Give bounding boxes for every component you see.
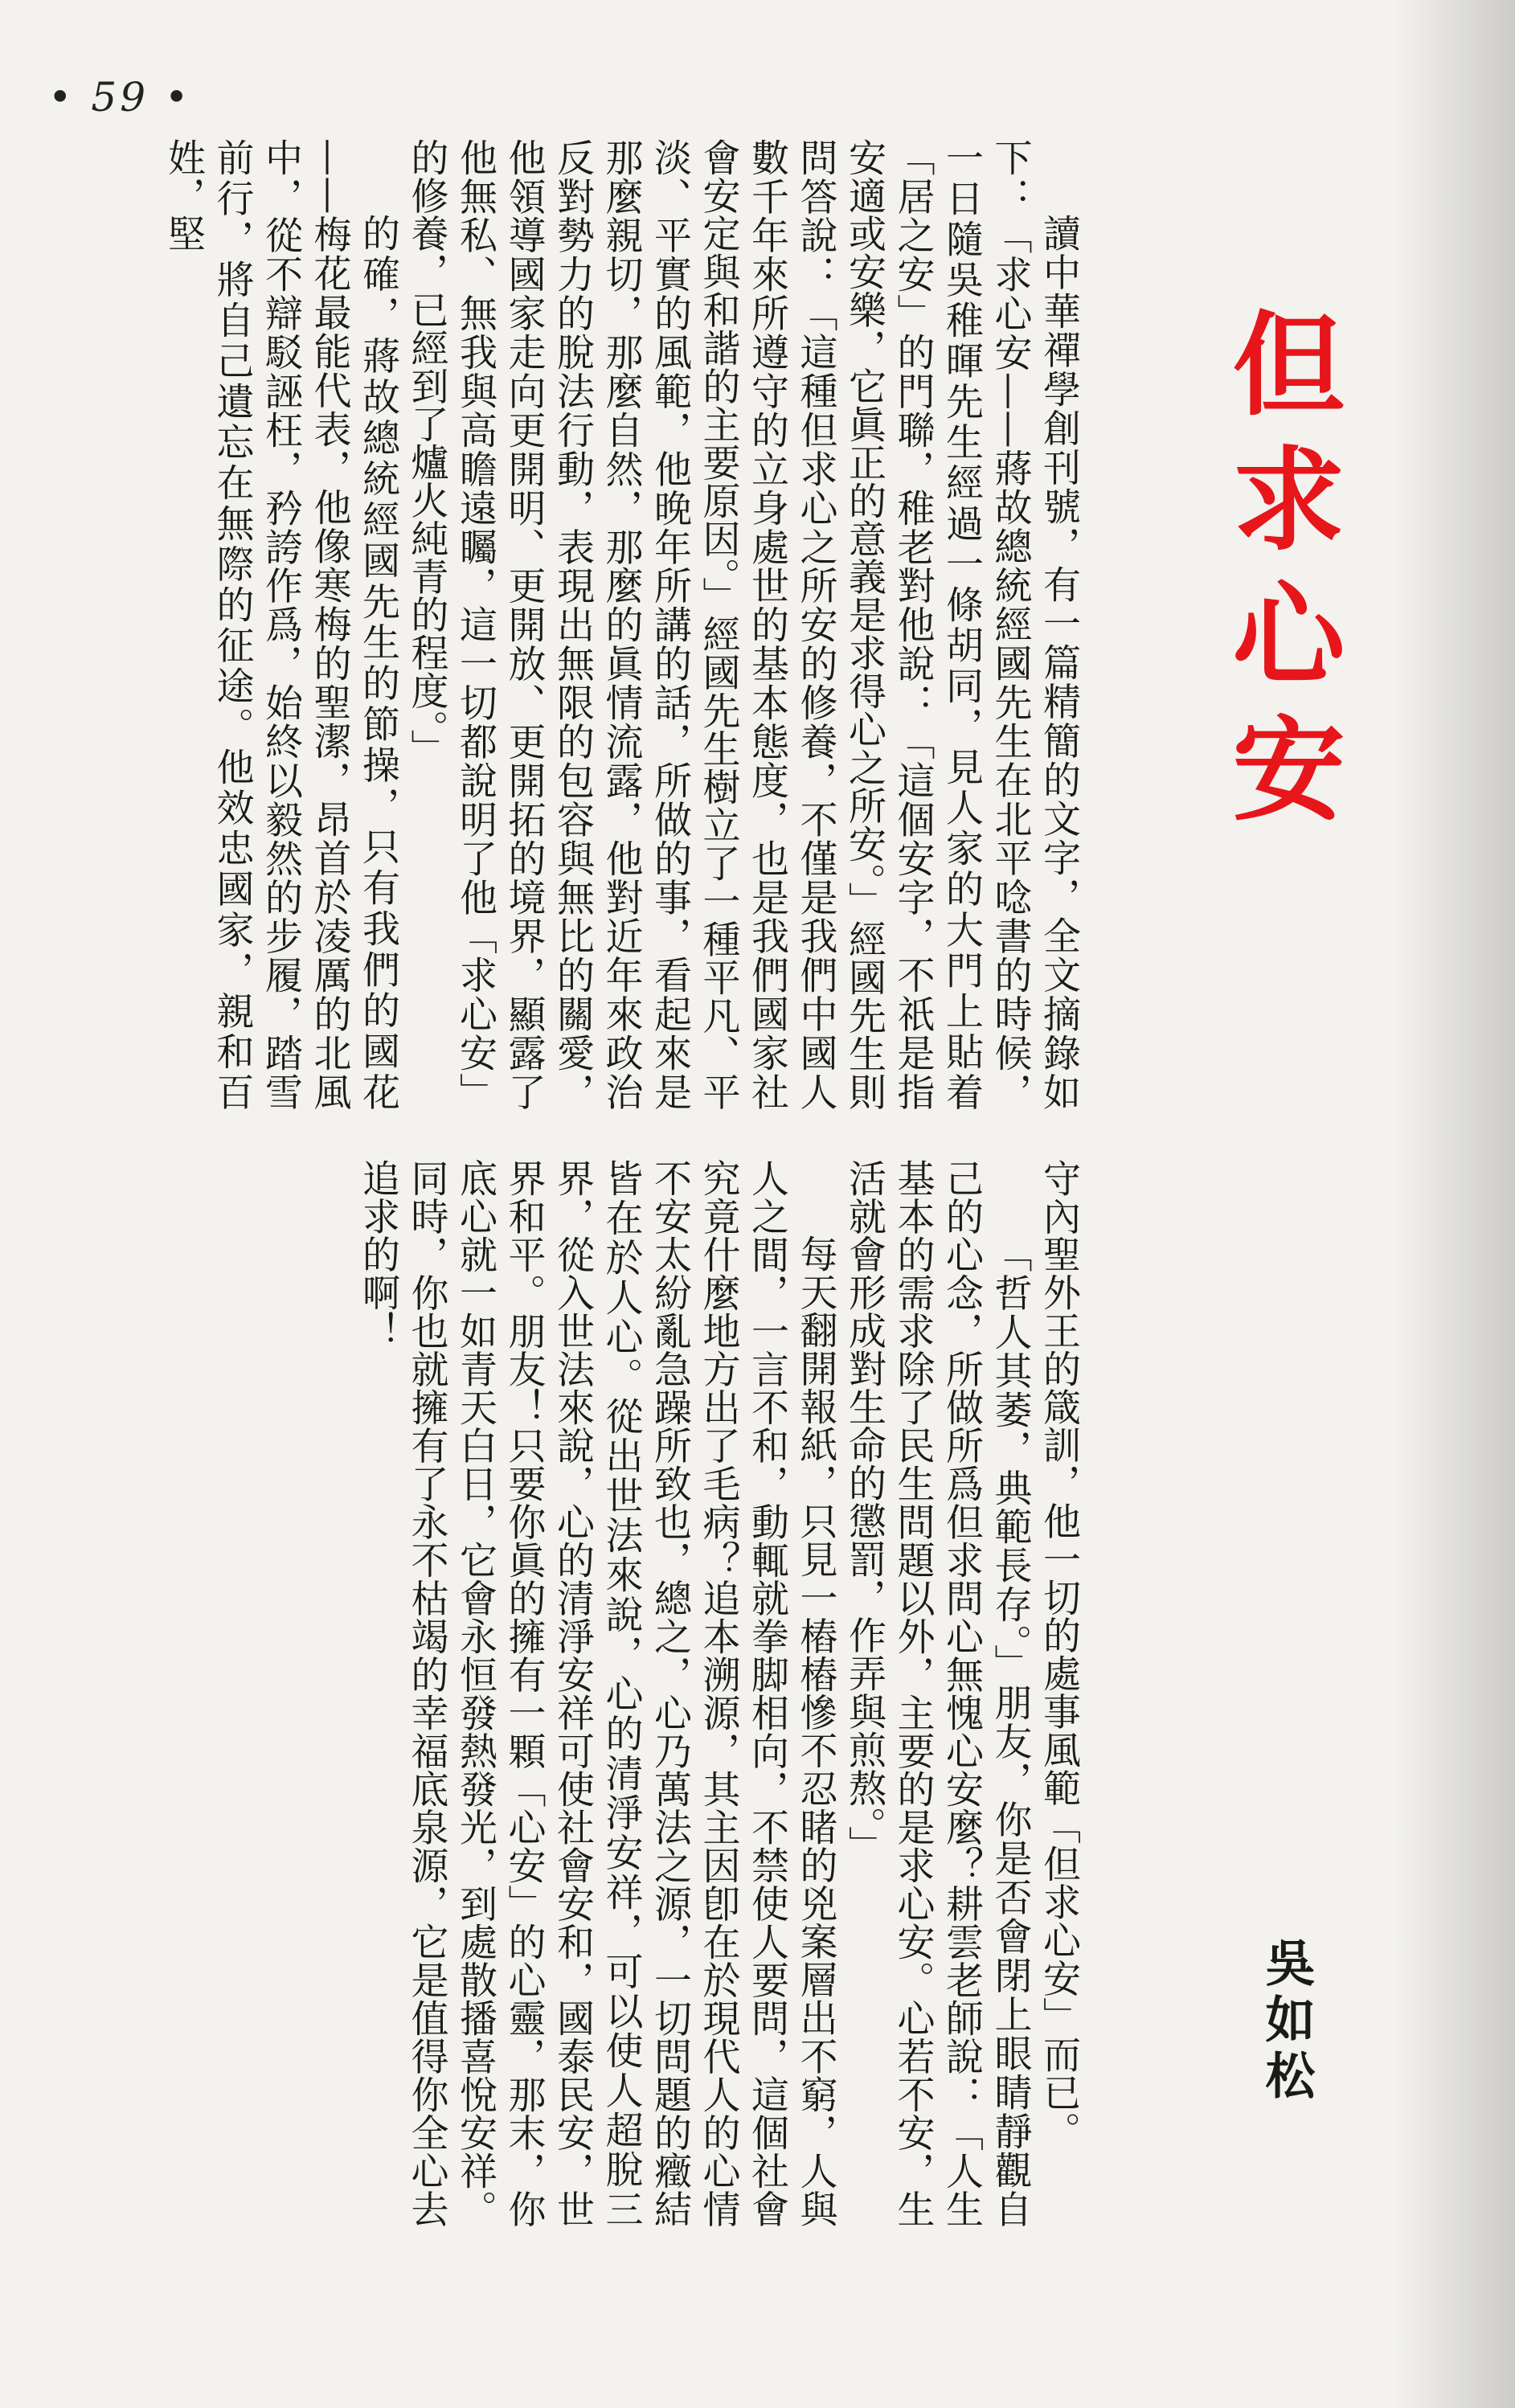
article-author: 吳如松 [1257,1937,1316,2106]
page-number: • 59 • [48,74,192,121]
page-edge-shadow [1394,0,1515,2408]
paragraph: 讀中華禪學創刊號，有一篇精簡的文字，全文摘錄如下：「求心安——蔣故總統經國先生在北平唸書的時候，一日隨吳稚暉先生經過一條胡同，見人家的大門上貼着「居之安」的門聯，稚老對他說：「這個安字，不祇是指安適或安樂，它眞正的意義是求得心之所安。」經國先生則問答說：「這種但求心之所安的修養，不僅是我們中國人數千年來所遵守的立身處世的基本態度，也是我們國家社會安定與和諧的主要原因。」經國先生樹立了一種平凡、平淡、平實的風範，他晚年所講的話，所做的事，看起來是那麼親切，那麼自然，那麼的眞情流露，他對近年來政治反對勢力的脫法行動，表現出無限的包容與無比的關愛，他領導國家走向更開明、更開放、更開拓的境界，顯露了他無私、無我與高瞻遠矚，這一切都說明了他「求心安」的修養，已經到了爐火純青的程度。」 [404,138,1081,1111]
paragraph: 守內聖外王的箴訓，他一切的處事風範「但求心安」而已。 [1037,1159,1081,2150]
paragraph: 「哲人其萎，典範長存。」朋友，你是否會閉上眼睛靜觀自己的心念，所做所爲但求問心無愧心安麼？耕雲老師說：「人生基本的需求除了民生問題以外，主要的是求心安。心若不安，生活就會形成對生命的懲罰，作弄與煎熬。」 [842,1159,1033,2228]
article-title: 但求心安 [1214,305,1345,846]
upper-text-block [94,138,1083,1111]
lower-text-block [94,1159,1083,2228]
paragraph: 每天翻開報紙，只見一樁樁慘不忍睹的兇案層出不窮，人與人之間，一言不和，動輒就拳脚相向，不禁使人要問，這個社會究竟什麼地方出了毛病？追本溯源，其主因卽在於現代人的心情不安太紛亂急躁所致也，總之，心乃萬法之源，一切問題的癥結皆在於人心。從出世法來說，心的清淨安祥，可以使人超脫三界，從入世法來說，心的清淨安祥可使社會安和，國泰民安，世界和平。朋友！只要你眞的擁有一顆「心安」的心靈，那末，你底心就一如青天白日，它會永恒發熱發光，到處散播喜悅安祥。同時，你也就擁有了永不枯竭的幸福底泉源，它是值得你全心去追求的啊！ [356,1159,838,2228]
paragraph: 的確，蔣故總統經國先生的節操，只有我們的國花——梅花最能代表，他像寒梅的聖潔，昂首於凌厲的北風中，從不辯駁誣枉，矜誇作爲，始終以毅然的步履，踏雪前行，將自己遺忘在無際的征途。他效忠國家，親和百姓，堅 [162,138,400,1111]
